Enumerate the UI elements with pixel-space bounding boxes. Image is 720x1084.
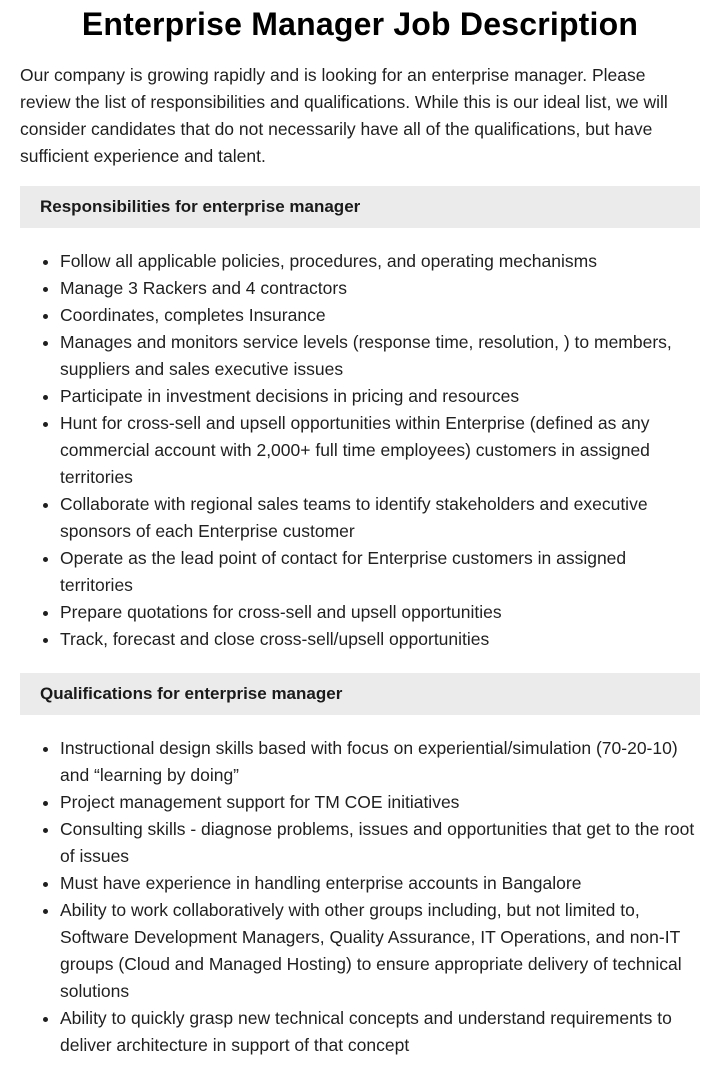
list-item: • Operate as the lead point of contact for Enterprise customers in assigned territories [60, 545, 700, 599]
list-item: • Coordinates, completes Insurance [60, 302, 700, 329]
qualifications-list [20, 735, 700, 1059]
list-item: • Ability to quickly grasp new technical concepts and understand requirements to deliver architecture in support of that concept [60, 1005, 700, 1059]
page-title: Enterprise Manager Job Description [81, 6, 639, 42]
list-item: • Project management support for TM COE initiatives [60, 789, 700, 816]
responsibilities-list [20, 248, 700, 653]
list-item: • Collaborate with regional sales teams to identify stakeholders and executive sponsors of each Enterprise customer [60, 491, 700, 545]
list-item: • Must have experience in handling enterprise accounts in Bangalore [60, 870, 700, 897]
list-item: • Manages and monitors service levels (response time, resolution, ) to members, suppliers and sales executive issues [60, 329, 700, 383]
list-item: • Participate in investment decisions in pricing and resources [60, 383, 700, 410]
qualifications-heading: Qualifications for enterprise manager [20, 673, 700, 715]
list-item: • Manage 3 Rackers and 4 contractors [60, 275, 700, 302]
list-item: • Ability to work collaboratively with other groups including, but not limited to, Software Development Managers, Quality Assurance, IT Operations, and non-IT groups (Cloud and Managed Hosting) to ensure appropriate delivery of technical solutions [60, 897, 700, 1005]
list-item: • Hunt for cross-sell and upsell opportunities within Enterprise (defined as any commercial account with 2,000+ full time employees) customers in assigned territories [60, 410, 700, 491]
list-item: • Prepare quotations for cross-sell and upsell opportunities [60, 599, 700, 626]
list-item: • Follow all applicable policies, procedures, and operating mechanisms [60, 248, 700, 275]
intro-paragraph: Our company is growing rapidly and is looking for an enterprise manager. Please review the list of responsibilities and qualifications. While this is our ideal list, we will consider candidates that do not necessarily have all of the qualifications, but have sufficient experience and talent. [20, 65, 668, 166]
responsibilities-heading: Responsibilities for enterprise manager [20, 186, 700, 228]
list-item: • Instructional design skills based with focus on experiential/simulation (70-20-10) and “learning by doing” [60, 735, 700, 789]
list-item: • Track, forecast and close cross-sell/upsell opportunities [60, 626, 700, 653]
list-item: • Consulting skills - diagnose problems, issues and opportunities that get to the root of issues [60, 816, 700, 870]
